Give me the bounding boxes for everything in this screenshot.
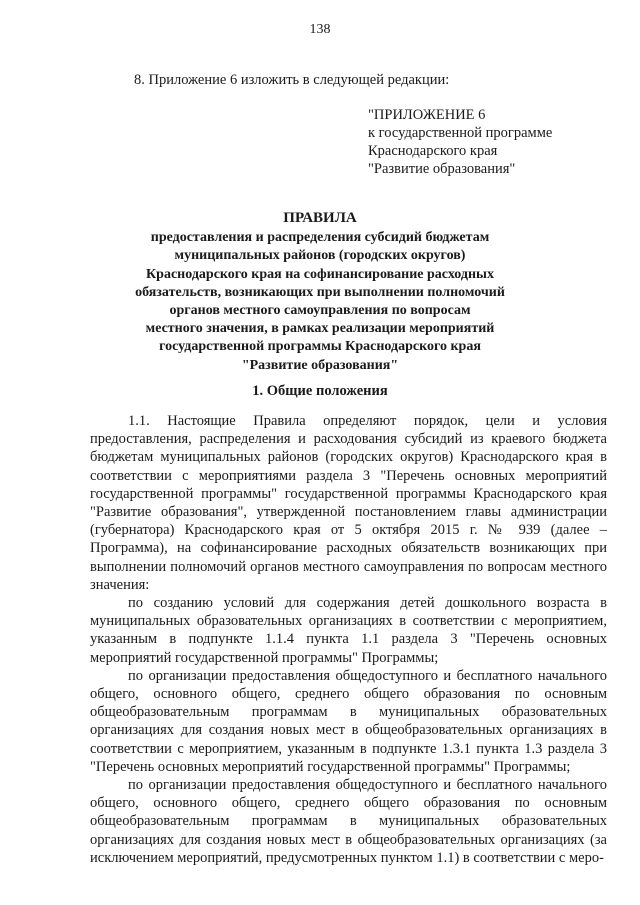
title-line: "Развитие образования" [241, 357, 399, 373]
title-line: Краснодарского края на софинансирование расходных [146, 266, 494, 282]
title-line: обязательств, возникающих при выполнении полномочий [135, 284, 505, 300]
title-line: предоставления и распределения субсидий бюджетам [150, 230, 490, 246]
paragraph: по созданию условий для содержания детей дошкольного возраста в муниципальных образовательных организациях в соответствии с мероприятием, указанным в подпункте 1.1.4 пункта 1.1 раздела 3 "Перечень основных мероприятий государственной программы" Программы; [90, 595, 607, 666]
appendix-line: к государственной программе [368, 125, 553, 141]
body-text [90, 412, 607, 867]
title-line: муниципальных районов (городских округов) [174, 248, 466, 264]
title-line: местного значения, в рамках реализации мероприятий [145, 321, 495, 337]
section-heading: 1. Общие положения [252, 383, 388, 399]
appendix-line: Краснодарского края [368, 143, 498, 159]
title-main: ПРАВИЛА [283, 210, 357, 226]
title-line: органов местного самоуправления по вопросам [169, 303, 471, 319]
paragraph: по организации предоставления общедоступного и бесплатного начального общего, основного общего, среднего общего образования по основным общеобразовательным программам в муниципальных образовательных организациях для создания новых мест в общеобразовательных организациях (за исключением мероприятий, предусмотренных пунктом 1.1) в соответствии с меро- [90, 777, 607, 866]
paragraph: 1.1. Настоящие Правила определяют порядок, цели и условия предоставления, распределения и расходования субсидий из краевого бюджета бюджетам муниципальных районов (городских округов) Краснодарского края в соответствии с мероприятиями раздела 3 "Перечень основных мероприятий государственной программы" государственной программы Краснодарского края "Развитие образования", утвержденной постановлением главы администрации (губернатора) Краснодарского края от 5 октября 2015 г. № 939 (далее – Программа), на софинансирование расходных обязательств возникающих при выполнении полномочий органов местного самоуправления по вопросам местного значения: [90, 413, 607, 593]
paragraph: по организации предоставления общедоступного и бесплатного начального общего, основного общего, среднего общего образования по основным общеобразовательным программам в муниципальных образовательных организациях для создания новых мест в общеобразовательных организациях в соответствии с мероприятием, указанным в подпункте 1.3.1 пункта 1.3 раздела 3 "Перечень основных мероприятий государственной программы" Программы; [90, 667, 607, 775]
appendix-header [368, 106, 552, 178]
intro-line: 8. Приложение 6 изложить в следующей редакции: [134, 72, 450, 88]
title-line: государственной программы Краснодарского края [159, 339, 481, 355]
document-title [0, 209, 640, 375]
appendix-line: "Развитие образования" [368, 161, 516, 177]
page-number: 138 [309, 22, 331, 37]
appendix-line: "ПРИЛОЖЕНИЕ 6 [368, 107, 486, 123]
